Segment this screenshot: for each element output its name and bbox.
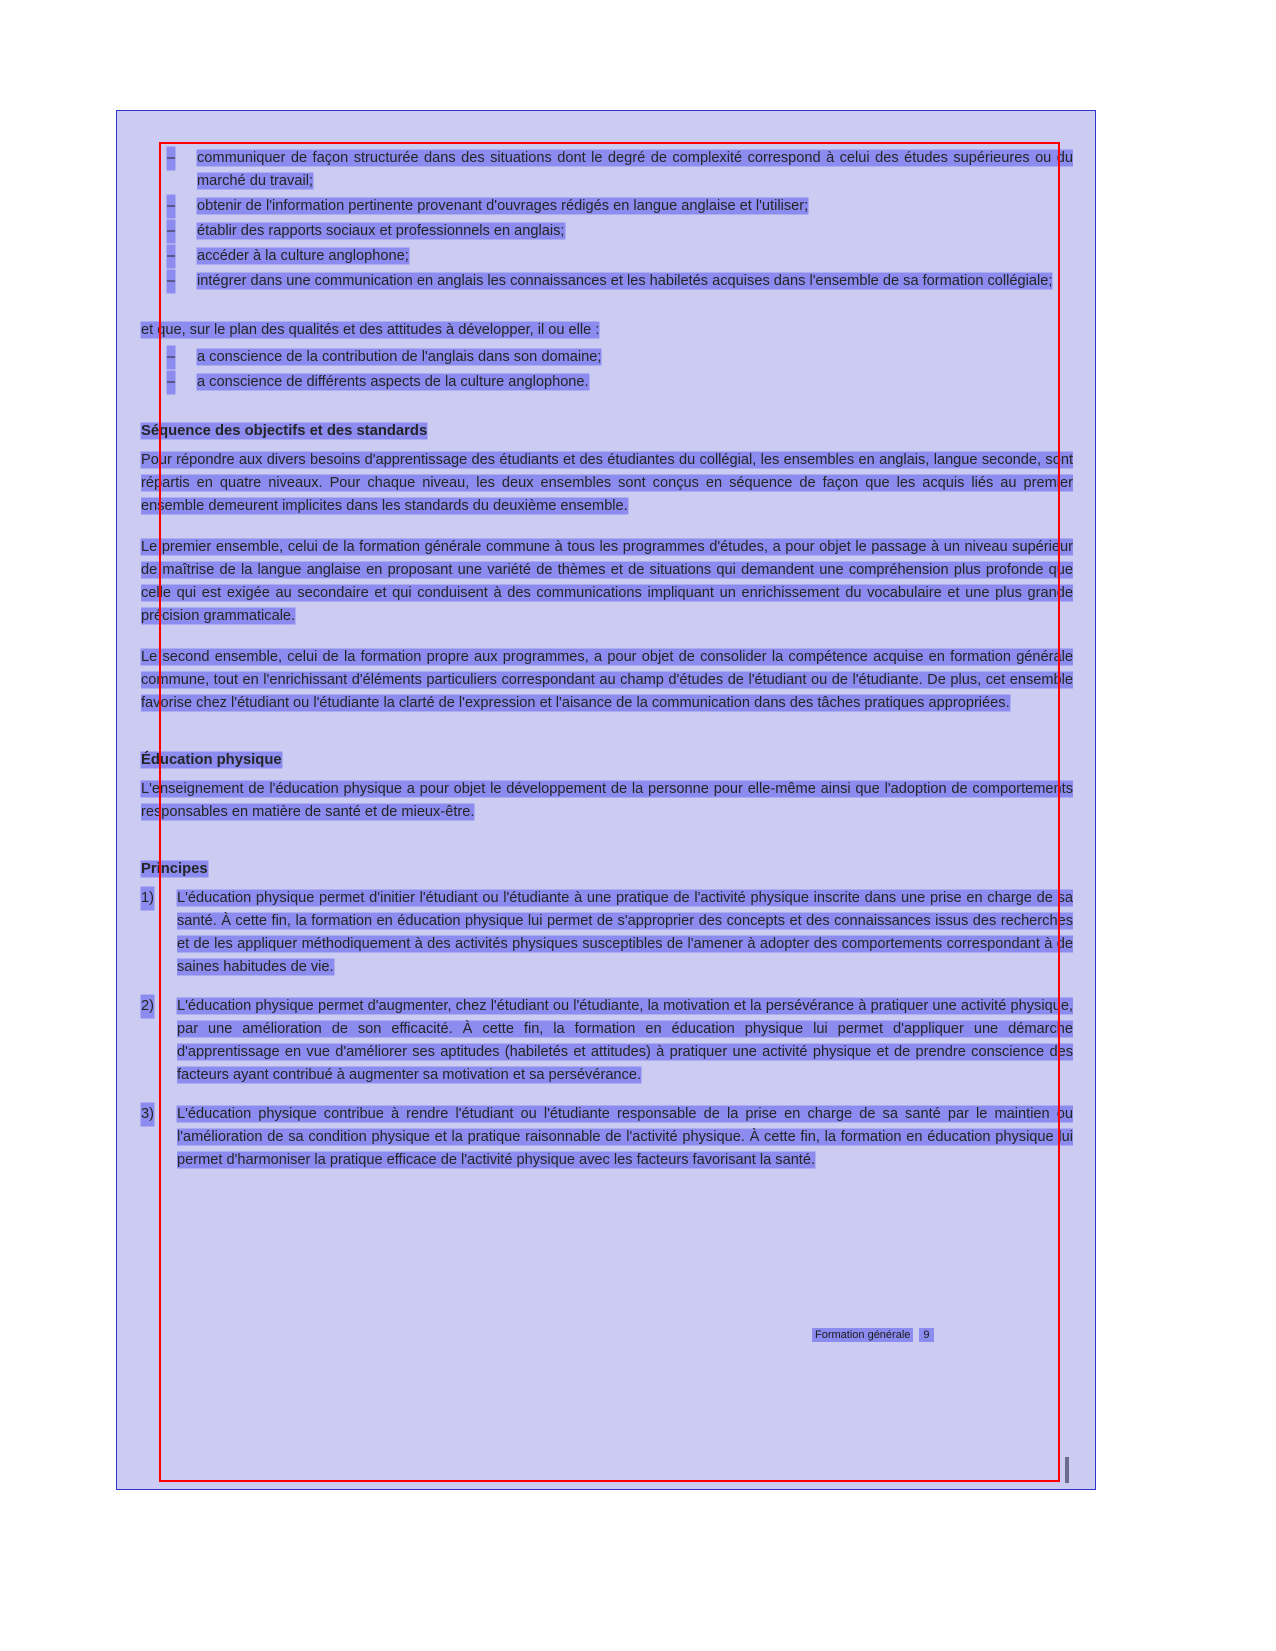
list-item [141, 270, 1073, 293]
bullet-dash: – [167, 195, 175, 218]
list-item-text: intégrer dans une communication en anglais les connaissances et les habiletés acquises dans l'ensemble de sa formation collégiale; [197, 273, 1053, 289]
list-item [141, 1103, 1073, 1172]
list-item-number: 3) [141, 1103, 154, 1126]
list-item-text: a conscience de la contribution de l'anglais dans son domaine; [197, 349, 602, 365]
list-item [141, 195, 1073, 218]
bullet-dash: – [167, 245, 175, 268]
list-item [141, 995, 1073, 1087]
list-item [141, 346, 1073, 369]
list-item-text: communiquer de façon structurée dans des situations dont le degré de complexité correspond à celui des études supérieures ou du marché du travail; [197, 150, 1073, 189]
paragraph: Le second ensemble, celui de la formation propre aux programmes, a pour objet de consolider la compétence acquise en formation générale commune, tout en l'enrichissant d'éléments particuliers correspondant au champ d'études de l'étudiant ou de l'étudiante. De plus, cet ensemble favorise chez l'étudiant ou l'étudiante la clarté de l'expression et l'aisance de la communication dans des tâches pratiques appropriées. [141, 649, 1073, 711]
text-cursor [1065, 1457, 1069, 1483]
list-item-text: L'éducation physique contribue à rendre l'étudiant ou l'étudiante responsable de la prise en charge de sa santé par le maintien ou l'amélioration de sa condition physique et la pratique raisonnable de l'activité physique. À cette fin, la formation en éducation physique lui permet d'harmoniser la pratique efficace de l'activité physique avec les facteurs favorisant la santé. [177, 1106, 1073, 1168]
paragraph: Pour répondre aux divers besoins d'apprentissage des étudiants et des étudiantes du collégial, les ensembles en anglais, langue seconde, sont répartis en quatre niveaux. Pour chaque niveau, les deux ensembles sont conçus en séquence de façon que les acquis liés au premier ensemble demeurent implicites dans les standards du deuxième ensemble. [141, 452, 1073, 514]
footer-page-number: 9 [919, 1328, 933, 1342]
competences-list [141, 147, 1073, 293]
list-item-text: obtenir de l'information pertinente provenant d'ouvrages rédigés en langue anglaise et l'utiliser; [197, 198, 809, 214]
list-item-text: accéder à la culture anglophone; [197, 248, 409, 264]
section-heading-education-physique: Éducation physique [141, 752, 282, 768]
section-heading-principes: Principes [141, 861, 208, 877]
list-item-text: L'éducation physique permet d'augmenter, chez l'étudiant ou l'étudiante, la motivation et la persévérance à pratiquer une activité physique, par une amélioration de son efficacité. À cette fin, la formation en éducation physique lui permet d'appliquer une démarche d'apprentissage en vue d'améliorer ses aptitudes (habiletés et attitudes) à pratiquer une activité physique et de prendre conscience des facteurs ayant contribué à augmenter sa motivation et sa persévérance. [177, 998, 1073, 1083]
page-footer [812, 1328, 934, 1342]
bullet-dash: – [167, 371, 175, 394]
list-item-number: 2) [141, 995, 154, 1018]
list-item-text: L'éducation physique permet d'initier l'étudiant ou l'étudiante à une pratique de l'activité physique inscrite dans une prise en charge de sa santé. À cette fin, la formation en éducation physique lui permet de s'approprier des concepts et des connaissances issus des recherches et de les appliquer méthodiquement à des activités physiques susceptibles de l'amener à adopter des comportements correspondant à de saines habitudes de vie. [177, 890, 1073, 975]
list-item [141, 220, 1073, 243]
list-item [141, 147, 1073, 193]
document-text-body [141, 147, 1073, 1188]
bullet-dash: – [167, 147, 175, 170]
qualities-list [141, 346, 1073, 394]
list-item [141, 887, 1073, 979]
paragraph: Le premier ensemble, celui de la formation générale commune à tous les programmes d'études, a pour objet le passage à un niveau supérieur de maîtrise de la langue anglaise en proposant une variété de thèmes et de situations qui demandent une compréhension plus profonde que celle qui est exigée au secondaire et qui conduisent à des communications impliquant un enrichissement du vocabulaire et une plus grande précision grammaticale. [141, 539, 1073, 624]
paragraph: L'enseignement de l'éducation physique a pour objet le développement de la personne pour elle-même ainsi que l'adoption de comportements responsables en matière de santé et de mieux-être. [141, 781, 1073, 820]
footer-label: Formation générale [812, 1328, 913, 1342]
document-page [116, 110, 1096, 1490]
qualities-intro: et que, sur le plan des qualités et des attitudes à développer, il ou elle : [141, 322, 600, 338]
principes-list [141, 887, 1073, 1172]
list-item-number: 1) [141, 887, 154, 910]
list-item-text: établir des rapports sociaux et professionnels en anglais; [197, 223, 565, 239]
bullet-dash: – [167, 346, 175, 369]
section-heading-sequence: Séquence des objectifs et des standards [141, 423, 428, 439]
bullet-dash: – [167, 220, 175, 243]
list-item [141, 245, 1073, 268]
bullet-dash: – [167, 270, 175, 293]
list-item [141, 371, 1073, 394]
list-item-text: a conscience de différents aspects de la culture anglophone. [197, 374, 589, 390]
